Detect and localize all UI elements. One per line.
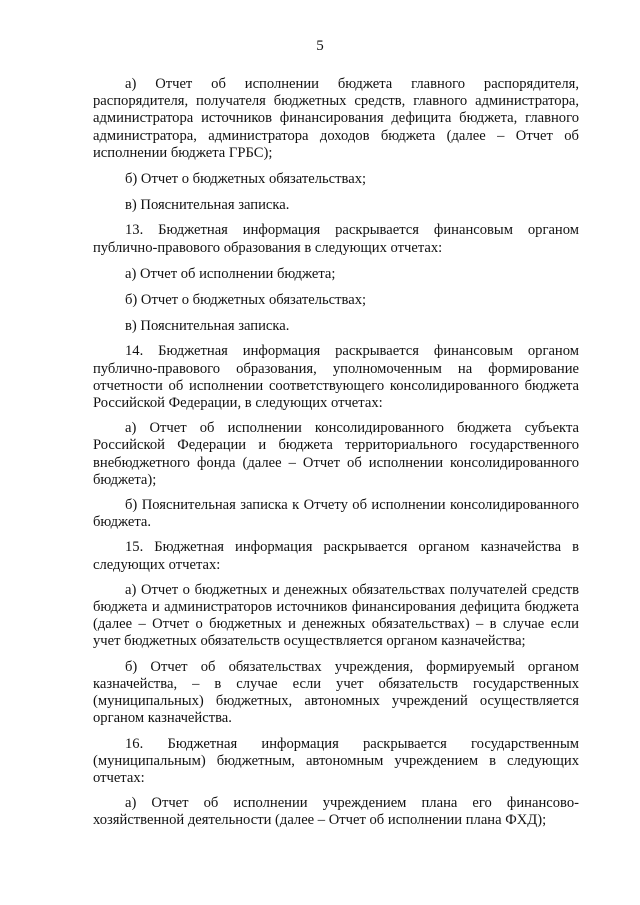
paragraph-14b: б) Пояснительная записка к Отчету об исполнении консолидированного бюджета.: [93, 497, 579, 531]
paragraph-12b: б) Отчет о бюджетных обязательствах;: [125, 171, 367, 188]
paragraph-13b: б) Отчет о бюджетных обязательствах;: [125, 292, 367, 309]
paragraph-15b: б) Отчет об обязательствах учреждения, формируемый органом казначейства, – в случае если учет обязательств государственных (муниципальных) бюджетных, автономных учреждений осуществляется органом казначейства.: [93, 658, 579, 727]
paragraph-12a: а) Отчет об исполнении бюджета главного распорядителя, распорядителя, получателя бюджетных средств, главного администратора, администратора источников финансирования дефицита бюджета, главного администратора, администратора доходов бюджета (далее – Отчет об исполнении бюджета ГРБС);: [93, 76, 579, 161]
paragraph-13a: а) Отчет об исполнении бюджета;: [125, 265, 336, 282]
page-number: 5: [316, 38, 324, 54]
paragraph-13: 13. Бюджетная информация раскрывается финансовым органом публично-правового образования в следующих отчетах:: [93, 222, 579, 256]
paragraph-14: 14. Бюджетная информация раскрывается финансовым органом публично-правового образования, уполномоченным на формирование отчетности об исполнении соответствующего консолидированного бюджета Российской Федерации, в следующих отчетах:: [93, 343, 579, 412]
paragraph-15a: а) Отчет о бюджетных и денежных обязательствах получателей средств бюджета и администраторов источников финансирования дефицита бюджета (далее – Отчет о бюджетных и денежных обязательствах) – в случае если учет бюджетных обязательств осуществляется органом казначейства;: [93, 581, 579, 650]
paragraph-13c: в) Пояснительная записка.: [125, 318, 290, 335]
paragraph-15: 15. Бюджетная информация раскрывается органом казначейства в следующих отчетах:: [93, 539, 579, 573]
paragraph-12c: в) Пояснительная записка.: [125, 197, 290, 214]
document-body: [93, 76, 579, 830]
paragraph-16a: а) Отчет об исполнении учреждением плана его финансово-хозяйственной деятельности (далее – Отчет об исполнении плана ФХД);: [93, 795, 579, 829]
paragraph-16: 16. Бюджетная информация раскрывается государственным (муниципальным) бюджетным, автономным учреждением в следующих отчетах:: [93, 735, 579, 786]
paragraph-14a: а) Отчет об исполнении консолидированного бюджета субъекта Российской Федерации и бюджета территориального государственного внебюджетного фонда (далее – Отчет об исполнении консолидированного бюджета);: [93, 420, 579, 488]
